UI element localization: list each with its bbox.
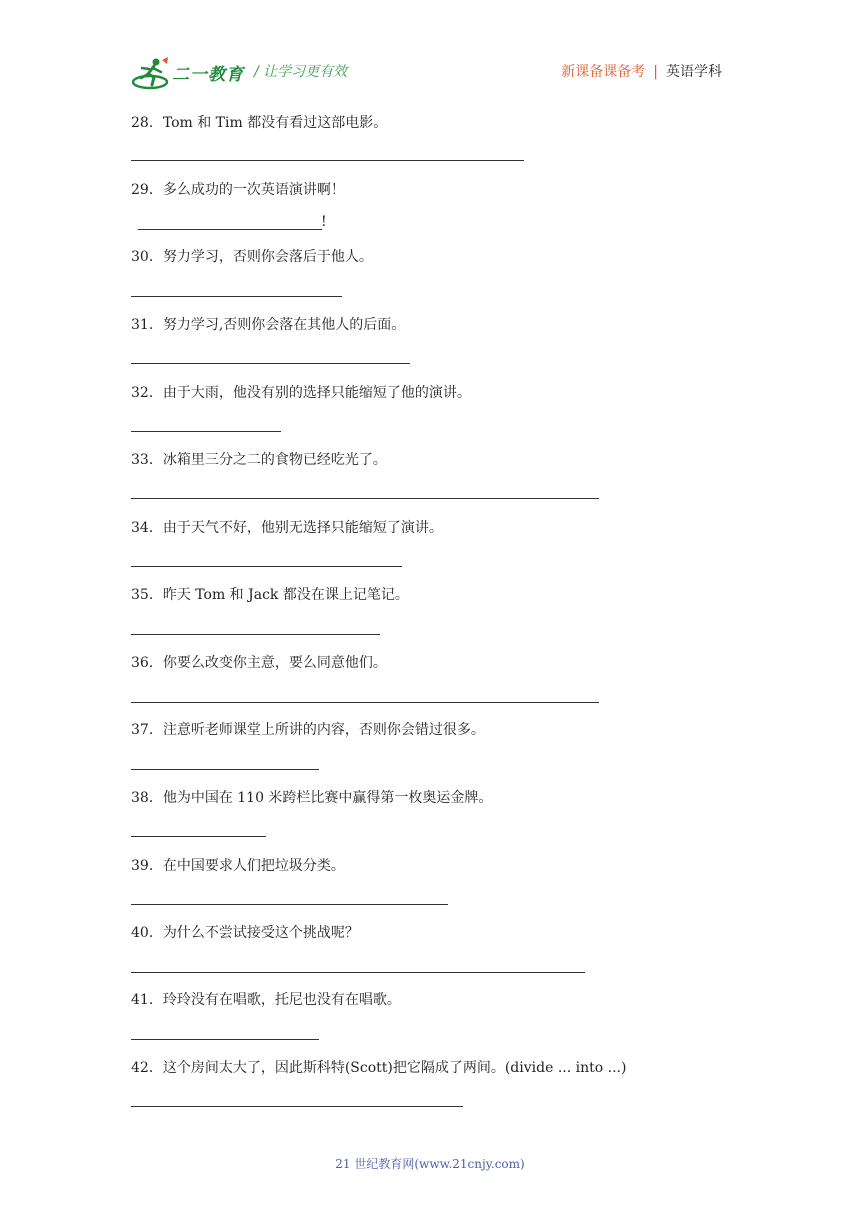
answer-line-30[interactable] bbox=[131, 296, 342, 297]
answer-line-39[interactable] bbox=[131, 904, 448, 905]
question-36: 36．你要么改变你主意，要么同意他们。 bbox=[131, 655, 387, 671]
runner-logo-icon bbox=[132, 56, 172, 90]
answer-line-41[interactable] bbox=[131, 1039, 319, 1040]
header-separator: | bbox=[653, 64, 658, 80]
header-subject bbox=[561, 61, 722, 81]
question-31: 31．努力学习,否则你会落在其他人的后面。 bbox=[131, 317, 406, 333]
answer-line-34[interactable] bbox=[131, 566, 402, 567]
answer-line-40[interactable] bbox=[131, 972, 585, 973]
question-41: 41．玲玲没有在唱歌，托尼也没有在唱歌。 bbox=[131, 992, 401, 1008]
header-subject-label: 英语学科 bbox=[666, 64, 722, 80]
question-34: 34．由于天气不好，他别无选择只能缩短了演讲。 bbox=[131, 520, 443, 536]
header-course-label: 新课备课备考 bbox=[561, 64, 646, 80]
question-30: 30．努力学习，否则你会落后于他人。 bbox=[131, 249, 373, 265]
answer-suffix-29: ! bbox=[321, 214, 327, 230]
answer-line-28[interactable] bbox=[131, 160, 524, 161]
question-35: 35．昨天 Tom 和 Jack 都没在课上记笔记。 bbox=[131, 587, 409, 603]
answer-line-42[interactable] bbox=[131, 1106, 463, 1107]
question-40: 40．为什么不尝试接受这个挑战呢？ bbox=[131, 925, 359, 941]
question-39: 39．在中国要求人们把垃圾分类。 bbox=[131, 858, 345, 874]
answer-line-38[interactable] bbox=[131, 836, 266, 837]
answer-line-31[interactable] bbox=[131, 363, 410, 364]
logo-text: 二一教育 bbox=[172, 65, 244, 85]
page-header bbox=[0, 0, 860, 100]
answer-line-36[interactable] bbox=[131, 702, 599, 703]
question-32: 32．由于大雨，他没有别的选择只能缩短了他的演讲。 bbox=[131, 385, 471, 401]
answer-line-37[interactable] bbox=[131, 769, 319, 770]
answer-line-35[interactable] bbox=[131, 634, 380, 635]
header-slogan: / 让学习更有效 bbox=[254, 64, 348, 80]
answer-line-33[interactable] bbox=[131, 498, 599, 499]
logo bbox=[132, 56, 244, 90]
page-footer: 21 世纪教育网(www.21cnjy.com) bbox=[335, 1157, 525, 1171]
question-28: 28．Tom 和 Tim 都没有看过这部电影。 bbox=[131, 115, 388, 131]
question-42: 42．这个房间太大了，因此斯科特(Scott)把它隔成了两间。(divide ... into ...) bbox=[131, 1060, 627, 1076]
question-37: 37．注意听老师课堂上所讲的内容，否则你会错过很多。 bbox=[131, 722, 485, 738]
question-33: 33．冰箱里三分之二的食物已经吃光了。 bbox=[131, 452, 387, 468]
answer-line-32[interactable] bbox=[131, 431, 281, 432]
answer-line-29[interactable] bbox=[138, 229, 322, 230]
question-29: 29．多么成功的一次英语演讲啊！ bbox=[131, 182, 345, 198]
question-38: 38．他为中国在 110 米跨栏比赛中赢得第一枚奥运金牌。 bbox=[131, 790, 493, 806]
